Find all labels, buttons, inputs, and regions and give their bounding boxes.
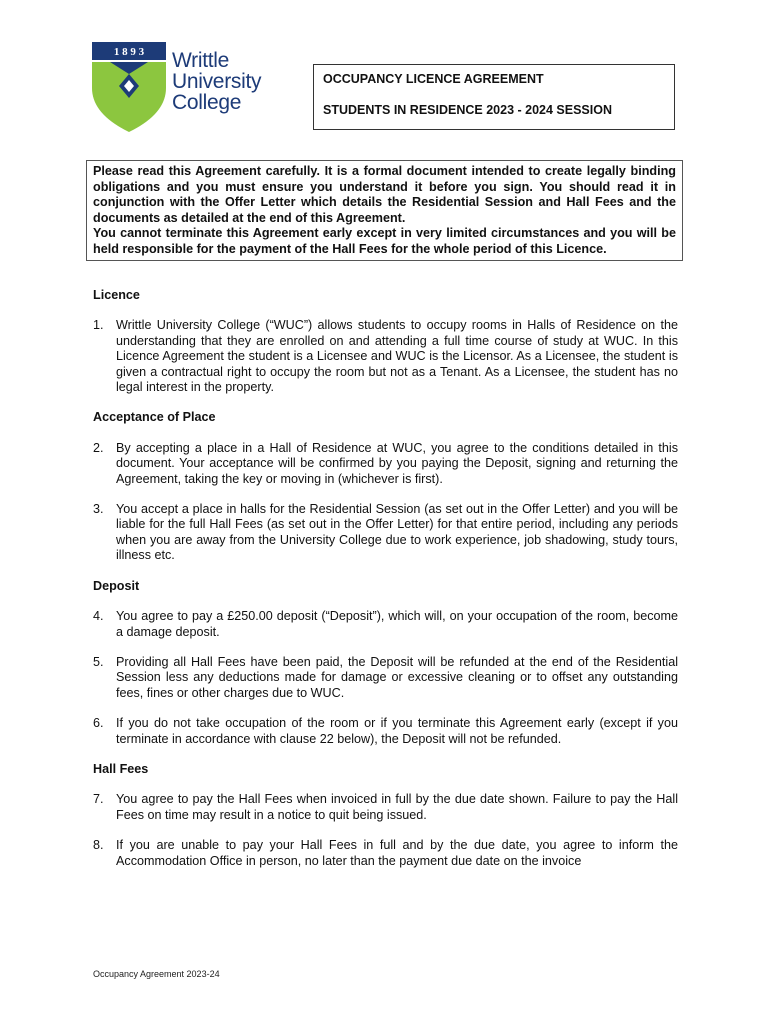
clause-item (93, 441, 678, 487)
college-crest-icon (92, 42, 172, 134)
college-wordmark (172, 50, 261, 113)
clause-text: If you do not take occupation of the room or if you terminate this Agreement early (except if you terminate in accordance with clause 22 below), the Deposit will not be refunded. (116, 716, 678, 746)
clause-number: 7. (93, 792, 104, 807)
clause-number: 6. (93, 716, 104, 731)
clause-text: Writtle University College (“WUC”) allows students to occupy rooms in Halls of Residence on the understanding that they are enrolled on and attending a full time course of study at WUC. In this Licence Agreement the student is a Licensee and WUC is the Licensor. As a Licensee, the student is given a contractual right to occupy the room but not as a Tenant. As a Licensee, the student has no legal interest in the property. (116, 318, 678, 395)
notice-paragraph-2: You cannot terminate this Agreement early except in very limited circumstances and you will be held responsible for the payment of the Hall Fees for the whole period of this Licence. (93, 226, 676, 256)
notice-paragraph-1: Please read this Agreement carefully. It is a formal document intended to create legally binding obligations and you must ensure you understand it before you sign. You should read it in conjunction with the Offer Letter which details the Residential Session and Hall Fees and the documents as detailed at the end of this Agreement. (93, 164, 676, 225)
wordmark-line-3: College (172, 91, 242, 114)
document-subtitle: STUDENTS IN RESIDENCE 2023 - 2024 SESSION (323, 103, 612, 117)
document-title: OCCUPANCY LICENCE AGREEMENT (323, 72, 544, 86)
clause-item (93, 716, 678, 747)
clause-item (93, 792, 678, 823)
wordmark-line-1: Writtle (172, 49, 230, 72)
clause-text: By accepting a place in a Hall of Residence at WUC, you agree to the conditions detailed in this document. Your acceptance will be confirmed by you paying the Deposit, signing and returning the Agreement, taking the key or moving in (whichever is first). (116, 440, 678, 486)
clause-number: 4. (93, 609, 104, 624)
wordmark-line-2: University (172, 70, 262, 93)
clause-item (93, 609, 678, 640)
clause-number: 8. (93, 838, 104, 853)
clause-text: Providing all Hall Fees have been paid, the Deposit will be refunded at the end of the Residential Session less any deductions made for damage or excessive cleaning or to offset any outstanding fees, fines or other charges due to WUC. (116, 654, 678, 700)
section-heading-licence: Licence (93, 288, 140, 302)
clause-text: If you are unable to pay your Hall Fees in full and by the due date, you agree to inform the Accommodation Office in person, no later than the payment due date on the invoice (116, 838, 678, 868)
clause-number: 3. (93, 502, 104, 517)
clause-item (93, 838, 678, 869)
clause-text: You agree to pay the Hall Fees when invoiced in full by the due date shown. Failure to pay the Hall Fees on time may result in a notice to quit being issued. (116, 792, 678, 822)
clause-number: 1. (93, 318, 104, 333)
clause-item (93, 655, 678, 701)
agreement-body (93, 288, 678, 884)
logo-year: 1 8 9 3 (113, 46, 145, 58)
clause-text: You accept a place in halls for the Residential Session (as set out in the Offer Letter) and you will be liable for the full Hall Fees (as set out in the Offer Letter) for that entire period, including any periods when you are away from the University College due to work experience, job shadowing, study tours, illness etc. (116, 502, 678, 563)
clause-item (93, 502, 678, 564)
section-heading-deposit: Deposit (93, 578, 140, 593)
document-title-box (313, 64, 675, 130)
page-footer: Occupancy Agreement 2023-24 (93, 969, 220, 979)
clause-number: 2. (93, 440, 104, 455)
section-heading-hall-fees: Hall Fees (93, 761, 149, 776)
important-notice-box (86, 160, 683, 261)
clause-item (93, 318, 678, 395)
clause-number: 5. (93, 654, 104, 669)
section-heading-acceptance: Acceptance of Place (93, 410, 216, 425)
clause-text: You agree to pay a £250.00 deposit (“Deposit”), which will, on your occupation of the room, become a damage deposit. (116, 609, 678, 639)
